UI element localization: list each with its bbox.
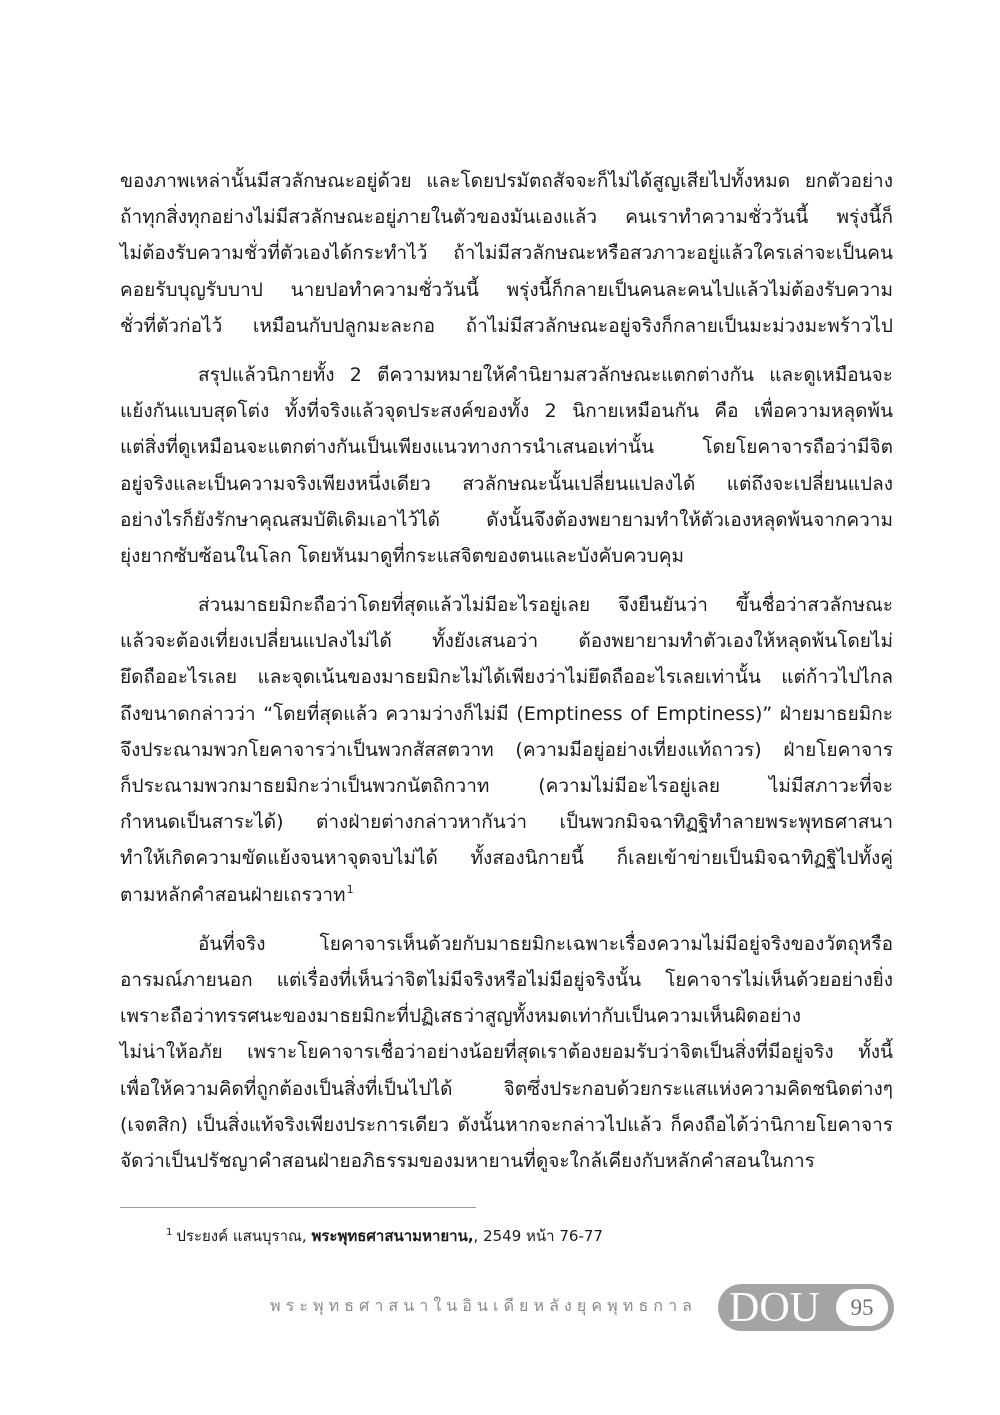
text-line: แย้งกันแบบสุดโต่ง ทั้งที่จริงแล้วจุดประสงค์ของทั้ง 2 นิกายเหมือนกัน คือ เพื่อความหลุดพ้น bbox=[120, 400, 893, 423]
running-footer-title: พ ร ะ พุ ท ธ ศ า ส น า ใ น อิ น เ ดี ย ห ลั ง ยุ ค พุ ท ธ ก า ล bbox=[270, 1296, 692, 1315]
page-number-circle bbox=[836, 1289, 888, 1326]
text-line bbox=[120, 877, 893, 913]
text-line: ยุ่งยากซับซ้อนในโลก โดยหันมาดูที่กระแสจิตของตนและบังคับควบคุม bbox=[120, 544, 684, 567]
body-text bbox=[120, 163, 893, 1179]
text-line: จึงประณามพวกโยคาจารว่าเป็นพวกสัสสตวาท (ความมีอยู่อย่างเที่ยงแท้ถาวร) ฝ่ายโยคาจาร bbox=[120, 738, 893, 761]
paragraph bbox=[120, 926, 893, 1179]
text-line: คอยรับบุญรับบาป นายปอทำความชั่ววันนี้ พรุ่งนี้ก็กลายเป็นคนละคนไปแล้วไม่ต้องรับความ bbox=[120, 278, 893, 301]
text-line: แต่สิ่งที่ดูเหมือนจะแตกต่างกันเป็นเพียงแนวทางการนำเสนอเท่านั้น โดยโยคาจารถือว่ามีจิต bbox=[120, 436, 893, 459]
text-line: เพราะถือว่าทรรศนะของมาธยมิกะที่ปฏิเสธว่าสูญทั้งหมดเท่ากับเป็นความเห็นผิดอย่าง bbox=[120, 1005, 802, 1028]
text-line: ถ้าทุกสิ่งทุกอย่างไม่มีสวลักษณะอยู่ภายในตัวของมันเองแล้ว คนเราทำความชั่ววันนี้ พรุ่งนี้ก็ bbox=[120, 206, 893, 229]
text-line: ยึดถืออะไรเลย และจุดเน้นของมาธยมิกะไม่ได้เพียงว่าไม่ยึดถืออะไรเลยเท่านั้น แต่ก้าวไปไกล bbox=[120, 666, 893, 689]
text-line: อยู่จริงและเป็นความจริงเพียงหนึ่งเดียว สวลักษณะนั้นเปลี่ยนแปลงได้ แต่ถึงจะเปลี่ยนแปลง bbox=[120, 472, 893, 495]
dou-logo-text: DOU bbox=[729, 1285, 820, 1331]
paragraph bbox=[120, 587, 893, 913]
footnote-details: , 2549 หน้า 76-77 bbox=[473, 1227, 603, 1245]
footnote bbox=[166, 1225, 603, 1247]
text-line: ส่วนมาธยมิกะถือว่าโดยที่สุดแล้วไม่มีอะไรอยู่เลย จึงยืนยันว่า ขึ้นชื่อว่าสวลักษณะ bbox=[198, 594, 893, 617]
text-line: ของภาพเหล่านั้นมีสวลักษณะอยู่ด้วย และโดยปรมัตถสัจจะก็ไม่ได้สูญเสียไปทั้งหมด ยกตัวอย่าง bbox=[120, 170, 893, 192]
text-line: ทำให้เกิดความขัดแย้งจนหาจุดจบไม่ได้ ทั้งสองนิกายนี้ ก็เลยเข้าข่ายเป็นมิจฉาทิฏฐิไปทั้งคู่ bbox=[120, 847, 893, 870]
text-line: (เจตสิก) เป็นสิ่งแท้จริงเพียงประการเดียว ดังนั้นหากจะกล่าวไปแล้ว ก็คงถือได้ว่านิกายโยคาจาร bbox=[120, 1113, 893, 1136]
text-line: ไม่ต้องรับความชั่วที่ตัวเองได้กระทำไว้ ถ้าไม่มีสวลักษณะหรือสวภาวะอยู่แล้วใครเล่าจะเป็นคน bbox=[120, 242, 893, 265]
footnote-marker: 1 bbox=[166, 1227, 173, 1238]
text-line: แล้วจะต้องเที่ยงเปลี่ยนแปลงไม่ได้ ทั้งยังเสนอว่า ต้องพยายามทำตัวเองให้หลุดพ้นโดยไม่ bbox=[120, 630, 893, 653]
paragraph bbox=[120, 163, 893, 344]
text-line: เพื่อให้ความคิดที่ถูกต้องเป็นสิ่งที่เป็นไปได้ จิตซึ่งประกอบด้วยกระแสแห่งความคิดชนิดต่างๆ bbox=[120, 1077, 893, 1100]
text-line: จัดว่าเป็นปรัชญาคำสอนฝ่ายอภิธรรมของมหายานที่ดูจะใกล้เคียงกับหลักคำสอนในการ bbox=[120, 1149, 815, 1172]
text-line: อย่างไรก็ยังรักษาคุณสมบัติเดิมเอาไว้ได้ ดังนั้นจึงต้องพยายามทำให้ตัวเองหลุดพ้นจากความ bbox=[120, 508, 893, 531]
text-line: ถึงขนาดกล่าวว่า “โดยที่สุดแล้ว ความว่างก็ไม่มี (Emptiness of Emptiness)” ฝ่ายมาธยมิกะ bbox=[120, 702, 893, 725]
text-line: ไม่น่าให้อภัย เพราะโยคาจารเชื่อว่าอย่างน้อยที่สุดเราต้องยอมรับว่าจิตเป็นสิ่งที่มีอยู่จริง ทั้งนี้ bbox=[120, 1041, 893, 1064]
text-line-content: ตามหลักคำสอนฝ่ายเถรวาท bbox=[120, 883, 346, 906]
footnote-reference: 1 bbox=[346, 883, 354, 897]
text-line: อันที่จริง โยคาจารเห็นด้วยกับมาธยมิกะเฉพาะเรื่องความไม่มีอยู่จริงของวัตถุหรือ bbox=[198, 932, 893, 955]
footnote-book-title: พระพุทธศาสนามหายาน, bbox=[311, 1227, 474, 1245]
text-line: ชั่วที่ตัวก่อไว้ เหมือนกับปลูกมะละกอ ถ้าไม่มีสวลักษณะอยู่จริงก็กลายเป็นมะม่วงมะพร้าวไป bbox=[120, 314, 893, 337]
text-line: กำหนดเป็นสาระได้) ต่างฝ่ายต่างกล่าวหากันว่า เป็นพวกมิจฉาทิฏฐิทำลายพระพุทธศาสนา bbox=[120, 811, 893, 834]
text-line: อารมณ์ภายนอก แต่เรื่องที่เห็นว่าจิตไม่มีจริงหรือไม่มีอยู่จริงนั้น โยคาจารไม่เห็นด้วยอย่างยิ่ง bbox=[120, 968, 893, 991]
page-number: 95 bbox=[850, 1295, 874, 1320]
text-line: สรุปแล้วนิกายทั้ง 2 ตีความหมายให้คำนิยามสวลักษณะแตกต่างกัน และดูเหมือนจะ bbox=[198, 363, 893, 386]
footnote-author: ประยงค์ แสนบุราณ, bbox=[176, 1227, 312, 1245]
text-line: ก็ประณามพวกมาธยมิกะว่าเป็นพวกนัตถิกวาท (ความไม่มีอะไรอยู่เลย ไม่มีสภาวะที่จะ bbox=[120, 775, 893, 797]
footnote-divider bbox=[120, 1207, 476, 1208]
paragraph bbox=[120, 357, 893, 574]
dou-badge bbox=[718, 1284, 894, 1331]
